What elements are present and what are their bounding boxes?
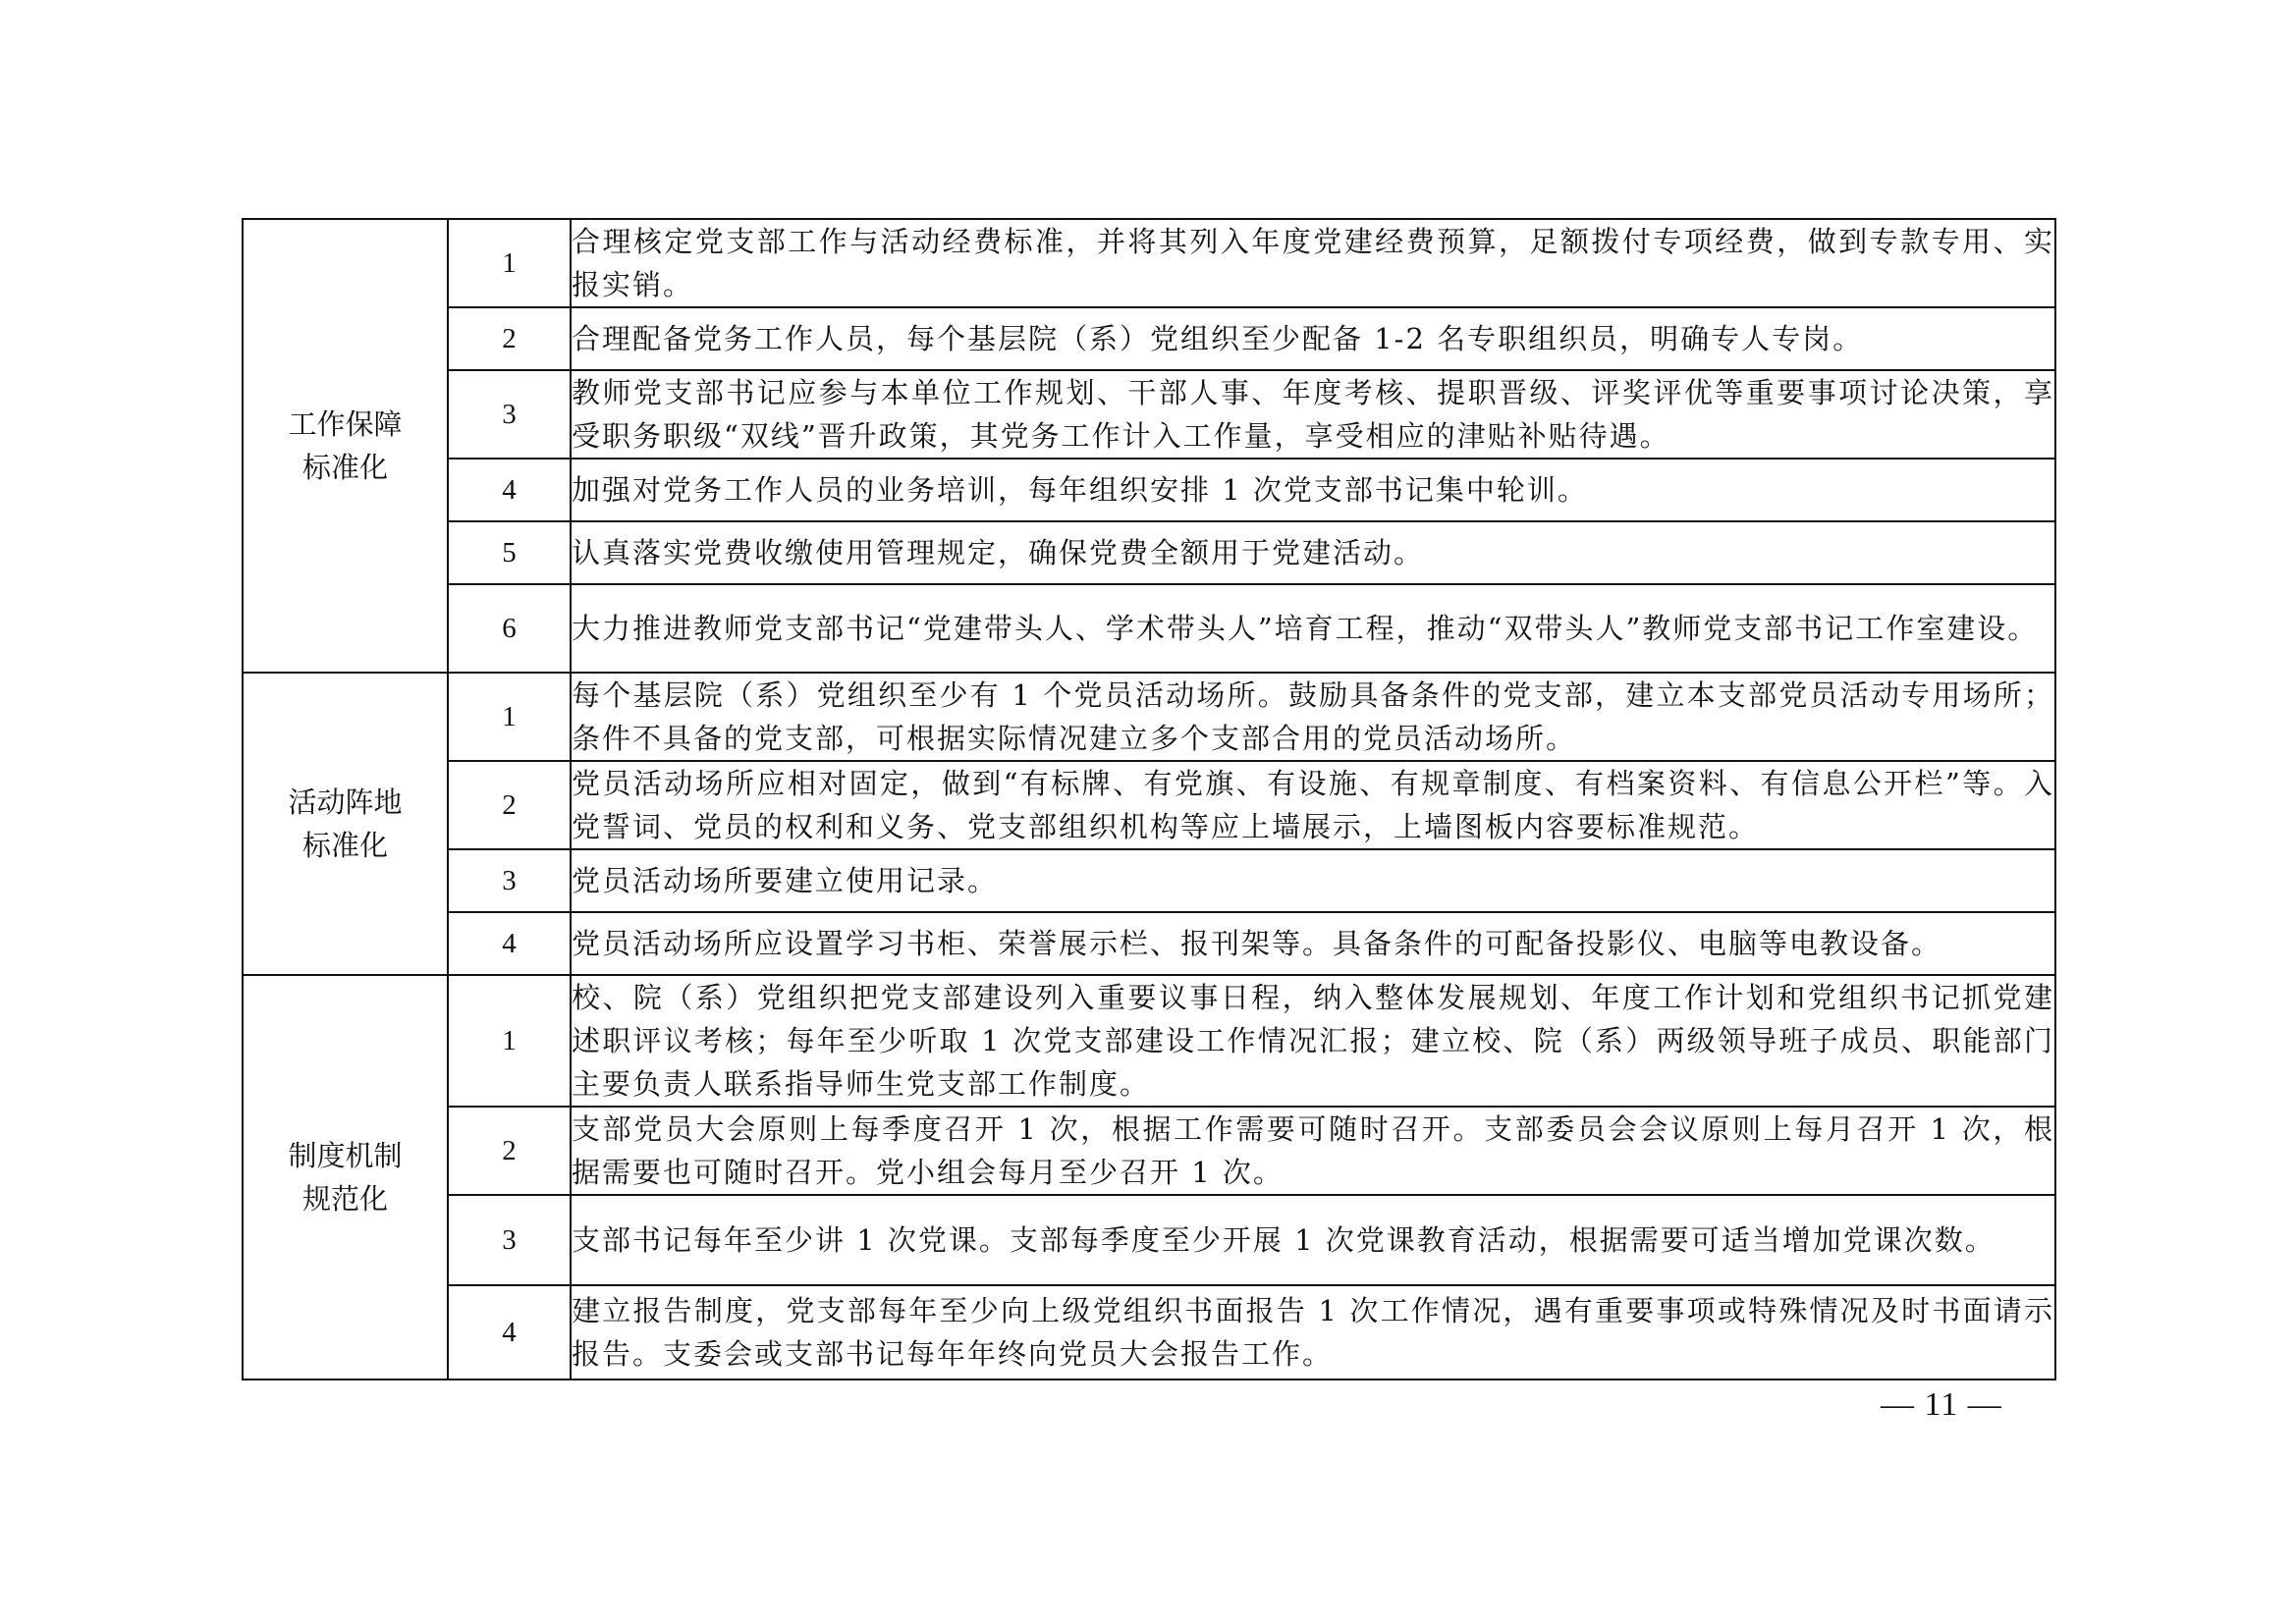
table-row	[243, 584, 2055, 673]
row-text: 加强对党务工作人员的业务培训，每年组织安排 1 次党支部书记集中轮训。	[571, 459, 2055, 521]
row-number: 2	[448, 1107, 571, 1195]
row-number: 3	[448, 1195, 571, 1285]
table-row	[243, 459, 2055, 521]
row-text: 党员活动场所应设置学习书柜、荣誉展示栏、报刊架等。具备条件的可配备投影仪、电脑等电教设备。	[571, 912, 2055, 975]
category-label-line2: 规范化	[301, 1182, 388, 1216]
row-number: 4	[448, 912, 571, 975]
row-text: 教师党支部书记应参与本单位工作规划、干部人事、年度考核、提职晋级、评奖评优等重要事项讨论决策，享受职务职级“双线”晋升政策，其党务工作计入工作量，享受相应的津贴补贴待遇。	[571, 370, 2055, 459]
table-row	[243, 975, 2055, 1107]
table-row	[243, 1195, 2055, 1285]
category-label-line1: 制度机制	[288, 1139, 403, 1172]
row-text: 党员活动场所要建立使用记录。	[571, 849, 2055, 912]
category-label-line2: 标准化	[301, 829, 388, 862]
row-number: 2	[448, 761, 571, 849]
table-row	[243, 370, 2055, 459]
table-row	[243, 1107, 2055, 1195]
table-row	[243, 219, 2055, 307]
row-text: 认真落实党费收缴使用管理规定，确保党费全额用于党建活动。	[571, 521, 2055, 584]
row-number: 4	[448, 459, 571, 521]
row-text: 校、院（系）党组织把党支部建设列入重要议事日程，纳入整体发展规划、年度工作计划和党组织书记抓党建述职评议考核；每年至少听取 1 次党支部建设工作情况汇报；建立校、院（系）两级领导班子成员、职能部门主要负责人联系指导师生党支部工作制度。	[571, 975, 2055, 1107]
table-row	[243, 521, 2055, 584]
row-number: 4	[448, 1285, 571, 1380]
row-text: 合理配备党务工作人员，每个基层院（系）党组织至少配备 1-2 名专职组织员，明确专人专岗。	[571, 307, 2055, 370]
row-text: 支部书记每年至少讲 1 次党课。支部每季度至少开展 1 次党课教育活动，根据需要可适当增加党课次数。	[571, 1195, 2055, 1285]
page-number: — 11 —	[1881, 1386, 2002, 1423]
row-number: 1	[448, 219, 571, 307]
row-text: 合理核定党支部工作与活动经费标准，并将其列入年度党建经费预算，足额拨付专项经费，做到专款专用、实报实销。	[571, 219, 2055, 307]
row-number: 6	[448, 584, 571, 673]
standards-table	[242, 218, 2056, 1380]
category-label-line1: 工作保障	[288, 407, 403, 441]
row-text: 党员活动场所应相对固定，做到“有标牌、有党旗、有设施、有规章制度、有档案资料、有信息公开栏”等。入党誓词、党员的权利和义务、党支部组织机构等应上墙展示，上墙图板内容要标准规范。	[571, 761, 2055, 849]
category-label-line1: 活动阵地	[288, 785, 403, 819]
table-row	[243, 1285, 2055, 1380]
category-label-line2: 标准化	[301, 451, 388, 484]
table-row	[243, 307, 2055, 370]
table-row	[243, 849, 2055, 912]
row-text: 每个基层院（系）党组织至少有 1 个党员活动场所。鼓励具备条件的党支部，建立本支部党员活动专用场所；条件不具备的党支部，可根据实际情况建立多个支部合用的党员活动场所。	[571, 673, 2055, 761]
table-row	[243, 673, 2055, 761]
table-row	[243, 912, 2055, 975]
category-cell	[243, 975, 448, 1380]
category-cell	[243, 219, 448, 673]
row-number: 2	[448, 307, 571, 370]
row-number: 1	[448, 975, 571, 1107]
row-number: 1	[448, 673, 571, 761]
row-number: 3	[448, 370, 571, 459]
table-row	[243, 761, 2055, 849]
row-text: 建立报告制度，党支部每年至少向上级党组织书面报告 1 次工作情况，遇有重要事项或特殊情况及时书面请示报告。支委会或支部书记每年年终向党员大会报告工作。	[571, 1285, 2055, 1380]
row-number: 3	[448, 849, 571, 912]
row-number: 5	[448, 521, 571, 584]
category-cell	[243, 673, 448, 975]
row-text: 支部党员大会原则上每季度召开 1 次，根据工作需要可随时召开。支部委员会会议原则上每月召开 1 次，根据需要也可随时召开。党小组会每月至少召开 1 次。	[571, 1107, 2055, 1195]
row-text: 大力推进教师党支部书记“党建带头人、学术带头人”培育工程，推动“双带头人”教师党支部书记工作室建设。	[571, 584, 2055, 673]
